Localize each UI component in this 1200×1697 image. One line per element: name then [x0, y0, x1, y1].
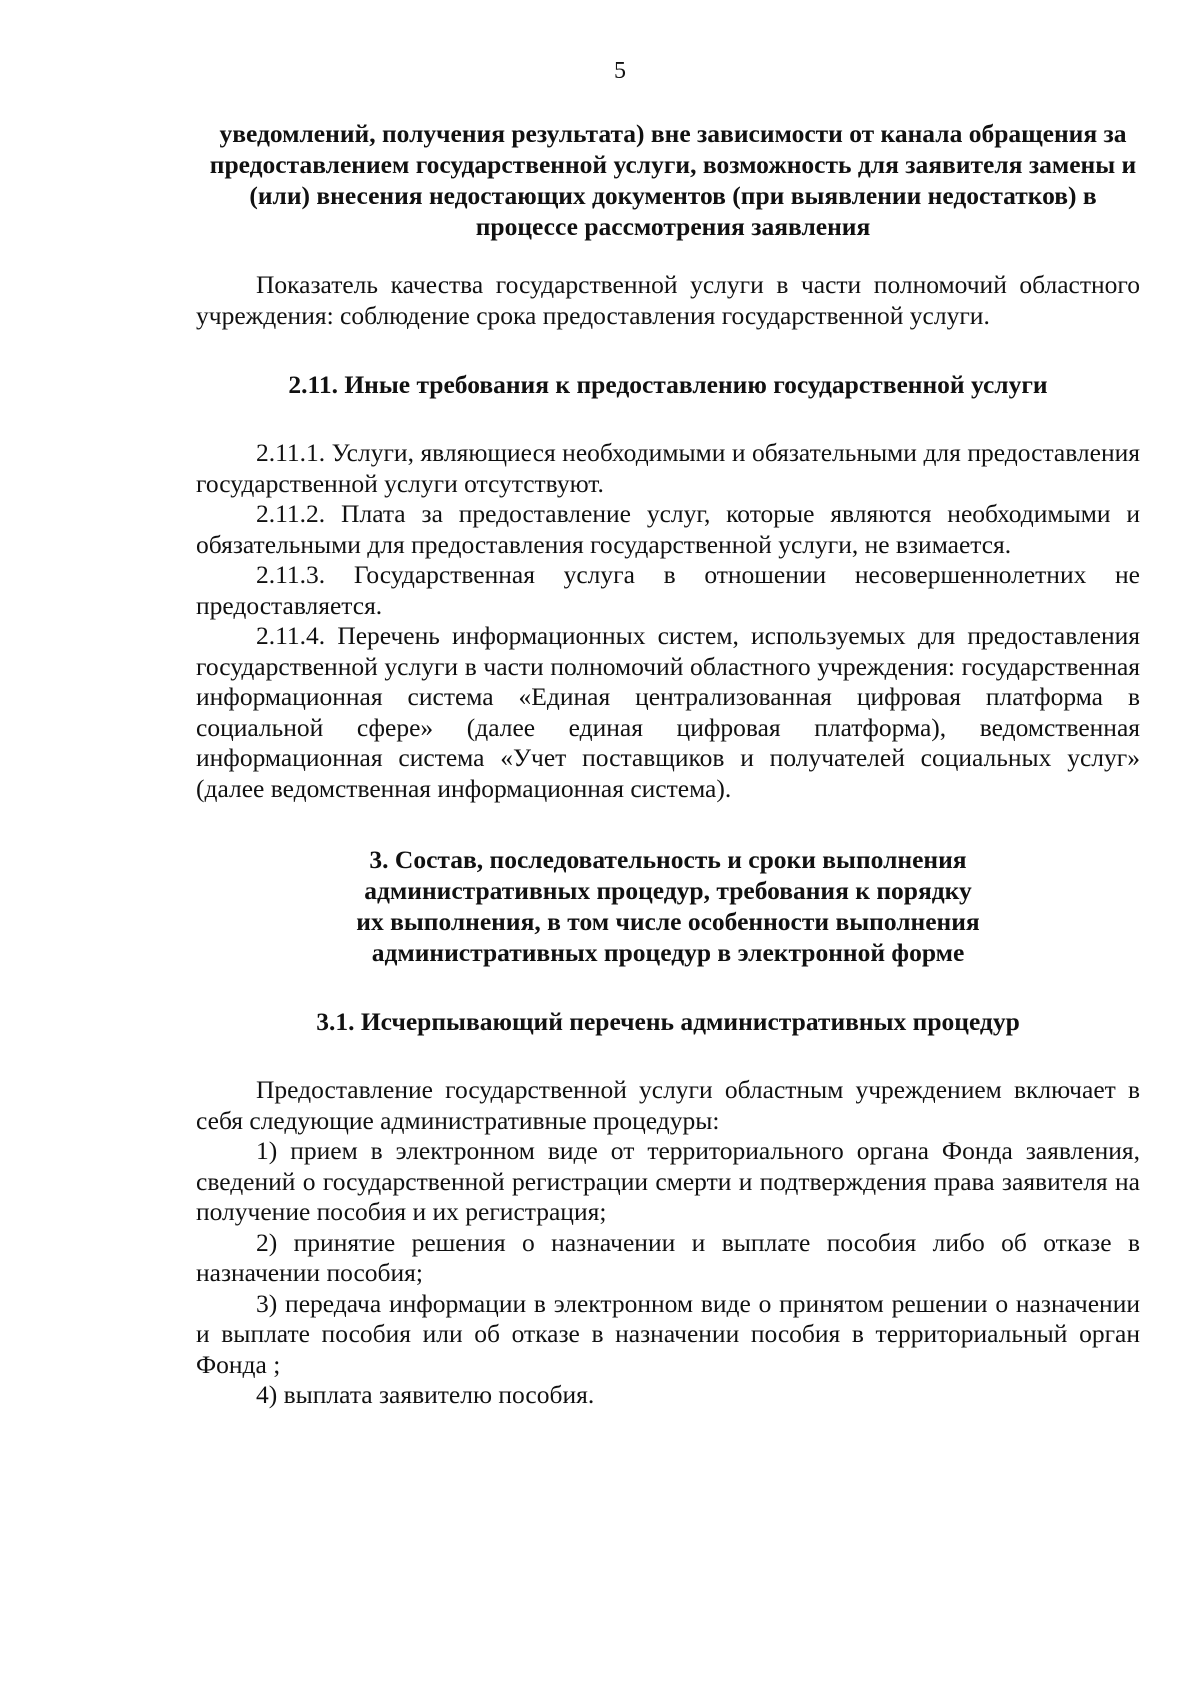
heading-continuation: уведомлений, получения результата) вне зависимости от канала обращения за предоставлением государственной услуги, возможность для заявителя замены и (или) внесения недостающих документов (при выявлении недостатков) в процессе рассмотрения заявления — [209, 119, 1137, 241]
document-body — [196, 118, 1140, 1411]
section-3-title-line: их выполнения, в том числе особенности выполнения — [356, 907, 980, 936]
paragraph-2-11-4: 2.11.4. Перечень информационных систем, используемых для предоставления государственной услуги в части полномочий областного учреждения: государственная информационная система «Единая централизованная цифровая платформа в социальной сфере» (далее единая цифровая платформа), ведомственная информационная система «Учет поставщиков и получателей социальных услуг» (далее ведомственная информационная система). — [196, 621, 1140, 803]
procedure-item-4: 4) выплата заявителю пособия. — [256, 1380, 595, 1409]
section-3-1-title: 3.1. Исчерпывающий перечень административных процедур — [316, 1007, 1020, 1036]
section-3-title-line: 3. Состав, последовательность и сроки выполнения — [369, 845, 967, 874]
paragraph-2-11-2: 2.11.2. Плата за предоставление услуг, которые являются необходимыми и обязательными для предоставления государственной услуги, не взимается. — [196, 499, 1140, 559]
section-3-title-line: административных процедур, требования к порядку — [364, 876, 972, 905]
procedure-item-2: 2) принятие решения о назначении и выплате пособия либо об отказе в назначении пособия; — [196, 1227, 1140, 1287]
quality-indicator-paragraph: Показатель качества государственной услуги в части полномочий областного учреждения: соблюдение срока предоставления государственной услуги. — [196, 270, 1140, 330]
section-3-title — [196, 844, 1140, 968]
paragraph-2-11-1: 2.11.1. Услуги, являющиеся необходимыми и обязательными для предоставления государственной услуги отсутствуют. — [196, 438, 1140, 498]
section-3-title-line: административных процедур в электронной форме — [371, 938, 965, 967]
page-number: 5 — [614, 58, 626, 84]
procedure-item-3: 3) передача информации в электронном виде о принятом решении о назначении и выплате пособия или об отказе в назначении пособия в территориальный орган Фонда ; — [196, 1288, 1140, 1379]
section-2-11-title: 2.11. Иные требования к предоставлению государственной услуги — [288, 370, 1048, 399]
procedure-item-1: 1) прием в электронном виде от территориального органа Фонда заявления, сведений о государственной регистрации смерти и подтверждения права заявителя на получение пособия и их регистрация; — [196, 1136, 1140, 1226]
section-3-1-intro: Предоставление государственной услуги областным учреждением включает в себя следующие административные процедуры: — [196, 1075, 1140, 1135]
paragraph-2-11-3: 2.11.3. Государственная услуга в отношении несовершеннолетних не предоставляется. — [196, 560, 1140, 620]
